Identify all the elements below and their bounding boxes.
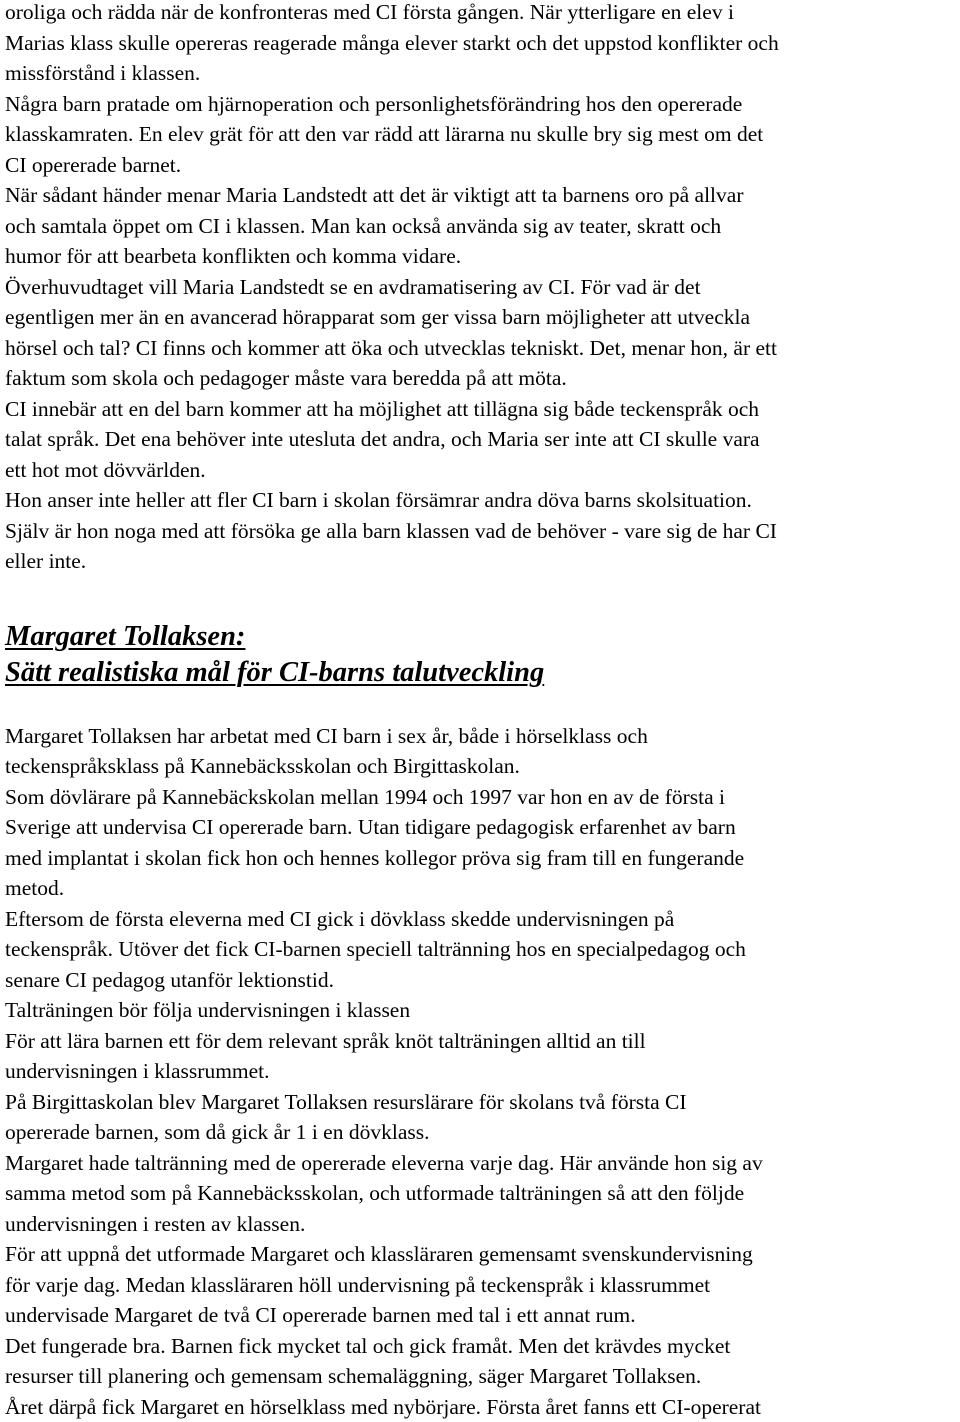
heading-author: Margaret Tollaksen: — [5, 619, 957, 655]
section-heading — [5, 619, 957, 691]
text-line: teckenspråk. Utöver det fick CI-barnen speciell taltränning hos en specialpedagog och — [5, 934, 957, 965]
text-line: med implantat i skolan fick hon och hennes kollegor pröva sig fram till en fungerande — [5, 843, 957, 874]
text-line: samma metod som på Kannebäcksskolan, och utformade talträningen så att den följde — [5, 1178, 957, 1209]
text-line: eller inte. — [5, 546, 957, 577]
text-line: På Birgittaskolan blev Margaret Tollaksen resurslärare för skolans två första CI — [5, 1087, 957, 1118]
text-line: Margaret Tollaksen har arbetat med CI barn i sex år, både i hörselklass och — [5, 721, 957, 752]
text-line: CI innebär att en del barn kommer att ha möjlighet att tillägna sig både teckenspråk och — [5, 394, 957, 425]
text-line: senare CI pedagog utanför lektionstid. — [5, 965, 957, 996]
text-line: undervisningen i klassrummet. — [5, 1056, 957, 1087]
text-line: ett hot mot dövvärlden. — [5, 455, 957, 486]
text-line: Några barn pratade om hjärnoperation och personlighetsförändring hos den opererade — [5, 89, 957, 120]
text-line: När sådant händer menar Maria Landstedt att det är viktigt att ta barnens oro på allvar — [5, 180, 957, 211]
text-line: Hon anser inte heller att fler CI barn i skolan försämrar andra döva barns skolsituation. — [5, 485, 957, 516]
text-line: Margaret hade taltränning med de opererade eleverna varje dag. Här använde hon sig av — [5, 1148, 957, 1179]
text-line: Året därpå fick Margaret en hörselklass med nybörjare. Första året fanns ett CI-opererat — [5, 1392, 957, 1422]
text-line: Själv är hon noga med att försöka ge alla barn klassen vad de behöver - vare sig de har CI — [5, 516, 957, 547]
text-line: Överhuvudtaget vill Maria Landstedt se en avdramatisering av CI. För vad är det — [5, 272, 957, 303]
document-page — [5, 0, 957, 1422]
heading-title: Sätt realistiska mål för CI-barns talutveckling — [5, 655, 957, 691]
text-line: och samtala öppet om CI i klassen. Man kan också använda sig av teater, skratt och — [5, 211, 957, 242]
text-line: Som dövlärare på Kannebäckskolan mellan 1994 och 1997 var hon en av de första i — [5, 782, 957, 813]
quote-line: Det fungerade bra. Barnen fick mycket tal och gick framåt. Men det krävdes mycket — [5, 1331, 957, 1362]
text-line: Sverige att undervisa CI opererade barn. Utan tidigare pedagogisk erfarenhet av barn — [5, 812, 957, 843]
text-line: för varje dag. Medan klassläraren höll undervisning på teckenspråk i klassrummet — [5, 1270, 957, 1301]
text-line: resurser till planering och gemensam schemaläggning, säger Margaret Tollaksen. — [5, 1361, 957, 1392]
text-line: talat språk. Det ena behöver inte utesluta det andra, och Maria ser inte att CI skulle vara — [5, 424, 957, 455]
text-line: teckenspråksklass på Kannebäcksskolan och Birgittaskolan. — [5, 751, 957, 782]
margaret-tollaksen-section — [5, 721, 957, 1422]
maria-landstedt-section — [5, 0, 957, 577]
text-line: klasskamraten. En elev grät för att den var rädd att lärarna nu skulle bry sig mest om det — [5, 119, 957, 150]
text-line: För att uppnå det utformade Margaret och klassläraren gemensamt svenskundervisning — [5, 1239, 957, 1270]
text-line: Eftersom de första eleverna med CI gick i dövklass skedde undervisningen på — [5, 904, 957, 935]
text-line: metod. — [5, 873, 957, 904]
text-line: egentligen mer än en avancerad hörapparat som ger vissa barn möjligheter att utveckla — [5, 302, 957, 333]
text-line: oroliga och räddа när de konfronteras med CI första gången. När ytterligare en elev i — [5, 0, 957, 28]
text-line: faktum som skola och pedagoger måste vara beredda på att möta. — [5, 363, 957, 394]
text-line: Marias klass skulle opereras reagerade många elever starkt och det uppstod konflikter och — [5, 28, 957, 59]
subheading-line: Talträningen bör följa undervisningen i klassen — [5, 995, 957, 1026]
text-line: missförstånd i klassen. — [5, 58, 957, 89]
text-line: opererade barnen, som då gick år 1 i en dövklass. — [5, 1117, 957, 1148]
text-line: undervisade Margaret de två CI opererade barnen med tal i ett annat rum. — [5, 1300, 957, 1331]
text-line: CI opererade barnet. — [5, 150, 957, 181]
text-line: humor för att bearbeta konflikten och komma vidare. — [5, 241, 957, 272]
text-line: undervisningen i resten av klassen. — [5, 1209, 957, 1240]
text-line: För att lära barnen ett för dem relevant språk knöt talträningen alltid an till — [5, 1026, 957, 1057]
text-line: hörsel och tal? CI finns och kommer att öka och utvecklas tekniskt. Det, menar hon, är ett — [5, 333, 957, 364]
